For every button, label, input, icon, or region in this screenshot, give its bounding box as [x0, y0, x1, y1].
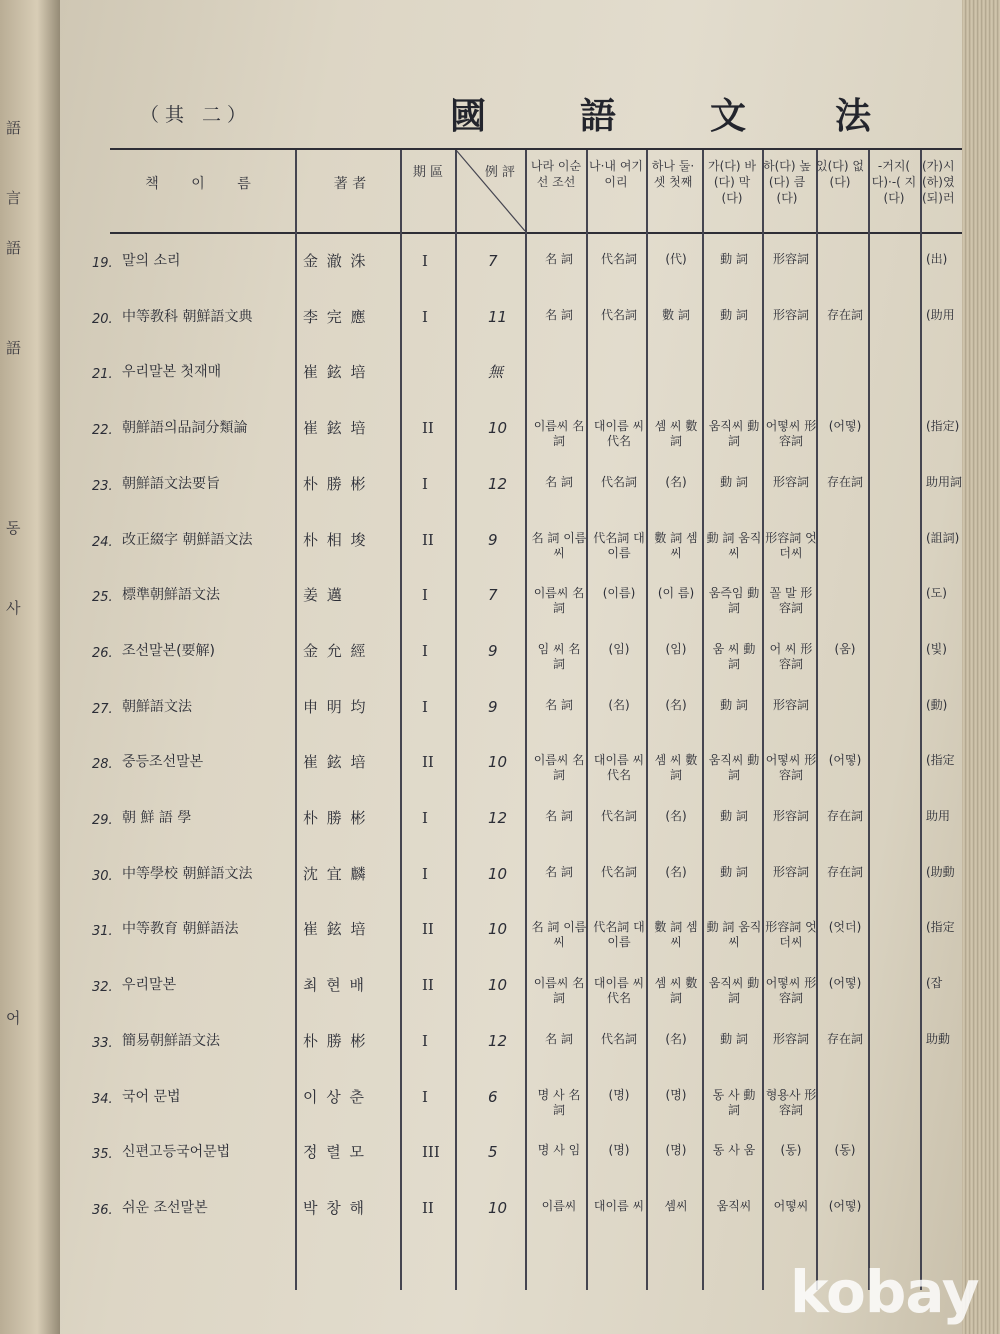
term-cell: 셈 씨 數 詞	[654, 419, 698, 449]
term-cell: (명)	[665, 1143, 687, 1158]
book-title: 中等教科 朝鮮語文典	[122, 308, 253, 325]
term-cell: 움직씨 動 詞	[708, 419, 760, 449]
table-row	[60, 920, 965, 960]
page-title-char: 法	[835, 95, 872, 137]
part-count: 10	[488, 1198, 508, 1217]
level-mark: II	[422, 920, 434, 939]
term-cell: 대이름 씨代名	[593, 753, 645, 783]
term-cell: (임)	[608, 641, 630, 656]
term-cell: 동 사 動 詞	[712, 1087, 756, 1117]
page-title-char: 語	[580, 95, 617, 137]
term-cell: 數 詞 셈 씨	[654, 530, 698, 560]
col-header-group: 가(다) 바(다) 막(다)	[708, 159, 756, 205]
term-cell: 助用詞	[926, 474, 963, 489]
term-cell: 動 詞	[720, 307, 748, 322]
book-title: 우리말본	[122, 977, 177, 994]
level-mark: I	[422, 1087, 428, 1106]
author-name: 沈 宜 麟	[303, 864, 368, 883]
term-cell: (動)	[926, 697, 948, 712]
term-cell: 움직씨	[716, 1198, 752, 1213]
term-cell: 名 詞	[545, 809, 573, 823]
col-header-group: 나라 이순선 조선	[530, 159, 582, 189]
term-cell: (도)	[926, 586, 947, 601]
table-row	[60, 363, 965, 403]
term-cell: 動 詞 움직씨	[706, 530, 762, 560]
term-cell: (代)	[665, 252, 687, 266]
term-cell: 形容詞	[772, 809, 809, 823]
header-bottom-rule	[110, 232, 965, 234]
part-count: 5	[488, 1143, 498, 1162]
table-row	[60, 1088, 965, 1128]
author-name: 이 상 춘	[303, 1087, 367, 1106]
term-cell: 形容詞	[772, 1031, 809, 1046]
part-count: 11	[488, 307, 508, 326]
term-cell: 動 詞	[720, 697, 748, 712]
term-cell: (빛)	[926, 641, 947, 656]
term-cell: 어떻씨	[773, 1198, 809, 1213]
table-row	[60, 809, 965, 849]
term-cell: 代名詞 대이름	[593, 530, 645, 560]
part-count: 9	[488, 530, 498, 549]
term-cell: 名 詞 이름씨	[531, 920, 587, 950]
author-name: 李 完 應	[303, 307, 368, 326]
row-number: 22.	[92, 423, 113, 439]
term-cell: 어떻씨 形容詞	[765, 419, 817, 449]
row-number: 31.	[92, 924, 113, 940]
part-count: 10	[488, 419, 508, 438]
term-cell: 動 詞 움직씨	[706, 920, 762, 950]
col-header-group: (가)시 (하)였 (되)러	[922, 159, 955, 205]
term-cell: 동 사 움	[712, 1143, 756, 1158]
part-count: 10	[488, 976, 508, 995]
book-title: 中等教育 朝鮮語法	[122, 921, 239, 938]
header-diagonal	[456, 150, 526, 232]
term-cell: 名 詞 이름씨	[531, 530, 587, 560]
author-name: 崔 鉉 培	[303, 419, 368, 438]
term-cell: 形容詞 엇더씨	[765, 530, 817, 560]
page-section-label: （其 二）	[140, 104, 253, 126]
col-header-level: 期 區	[412, 165, 444, 180]
row-number: 28.	[92, 757, 113, 773]
part-count: 無	[488, 363, 504, 382]
row-number: 26.	[92, 645, 113, 661]
author-name: 金 澈 洙	[303, 252, 368, 270]
col-header-author: 著 者	[333, 176, 367, 192]
author-name: 崔 鉉 培	[303, 363, 368, 382]
book-title: 標準朝鮮語文法	[122, 587, 220, 604]
term-cell: 助用	[926, 809, 951, 823]
col-header-group: 나·내 여기 이리	[589, 159, 643, 189]
term-cell: (名)	[665, 809, 687, 823]
term-cell: 存在詞	[826, 864, 863, 879]
col-header-group: 하(다) 높(다) 큼(다)	[763, 159, 811, 205]
term-cell: 動 詞	[720, 1031, 748, 1046]
left-page-edge	[0, 0, 62, 1334]
left-margin-text: 語	[6, 119, 22, 137]
term-cell: (出)	[926, 252, 948, 266]
term-cell: (名)	[608, 697, 630, 712]
term-cell: 대이름 씨代名	[593, 976, 645, 1006]
term-cell: 數 詞	[662, 307, 690, 322]
row-number: 29.	[92, 813, 113, 828]
col-header-group: -거지( 다)·-( 지(다)	[871, 159, 917, 205]
part-count: 9	[488, 641, 498, 660]
term-cell: 대이름 씨代名	[593, 419, 645, 449]
term-cell: 이름씨 名 詞	[533, 586, 585, 616]
term-cell: (명)	[608, 1087, 630, 1102]
level-mark: I	[422, 252, 428, 270]
level-mark: II	[422, 976, 434, 995]
term-cell: 명 사 임	[537, 1143, 581, 1158]
book-title: 朝鮮語의品詞分類論	[122, 420, 248, 437]
table-row	[60, 976, 965, 1016]
book-title: 말의 소리	[122, 253, 181, 269]
term-cell: 움직씨 動 詞	[708, 753, 760, 783]
term-cell: 存在詞	[826, 307, 863, 322]
term-cell: 名 詞	[545, 864, 573, 879]
term-cell: 임 씨 名 詞	[537, 641, 581, 671]
term-cell: 代名詞	[600, 864, 637, 879]
row-number: 30.	[92, 868, 113, 884]
term-cell: 어 씨 形容詞	[769, 641, 813, 671]
term-cell: (어떻)	[828, 976, 862, 991]
part-count: 7	[488, 586, 498, 605]
book-title: 신편고등국어문법	[122, 1144, 231, 1161]
left-margin-text: 語	[6, 339, 22, 357]
book-title: 中等學校 朝鮮語文法	[122, 865, 253, 882]
term-cell: 움직씨 動 詞	[708, 976, 760, 1006]
book-title: 우리말본 첫재매	[122, 364, 222, 381]
term-cell: 대이름 씨	[593, 1198, 645, 1213]
book-title: 국어 문법	[122, 1088, 181, 1105]
table-row	[60, 1143, 965, 1183]
part-count: 10	[488, 864, 508, 883]
book-title: 朝 鮮 語 學	[122, 810, 192, 826]
term-cell: (명)	[608, 1143, 630, 1158]
term-cell: (엇더)	[828, 920, 862, 935]
term-cell: 助動	[926, 1031, 951, 1046]
term-cell: 名 詞	[545, 474, 573, 489]
page-title-char: 國	[450, 95, 487, 137]
term-cell: 셈 씨 數 詞	[654, 976, 698, 1006]
left-margin-text: 言	[6, 189, 22, 207]
level-mark: II	[422, 419, 434, 438]
term-cell: 代名詞	[600, 474, 637, 489]
level-mark: I	[422, 474, 428, 493]
table-row	[60, 1032, 965, 1072]
term-cell: (잡	[926, 976, 943, 991]
term-cell: (指定)	[926, 419, 960, 434]
left-margin-text: 사	[6, 599, 21, 617]
term-cell: (어떻)	[828, 1198, 862, 1213]
author-name: 정 렬 모	[303, 1143, 367, 1162]
book-title: 朝鮮語文法	[122, 698, 192, 715]
author-name: 崔 鉉 培	[303, 920, 368, 939]
level-mark: I	[422, 864, 428, 883]
part-count: 10	[488, 753, 508, 772]
term-cell: 名 詞	[545, 252, 573, 266]
level-mark: I	[422, 1031, 428, 1050]
row-number: 35.	[92, 1147, 113, 1163]
term-cell: (助動	[926, 864, 955, 879]
term-cell: 어떻씨 形容詞	[765, 753, 817, 783]
term-cell: (名)	[665, 1031, 687, 1046]
term-cell: 움즉임 動 詞	[708, 586, 760, 616]
table-row	[60, 698, 965, 738]
table-row	[60, 252, 965, 292]
table-row	[60, 753, 965, 793]
table-row	[60, 531, 965, 571]
author-name: 崔 鉉 培	[303, 753, 368, 772]
row-number: 20.	[92, 311, 113, 327]
term-cell: 動 詞	[720, 252, 748, 266]
term-cell: (指定	[926, 920, 955, 935]
level-mark: I	[422, 697, 428, 716]
term-cell: 이름씨 名 詞	[533, 753, 585, 783]
book-title: 朝鮮語文法要旨	[122, 475, 220, 492]
col-header-group: 하나 둘·셋 첫째	[651, 159, 695, 189]
term-cell: (指定	[926, 753, 955, 768]
part-count: 7	[488, 252, 498, 270]
author-name: 申 明 均	[303, 697, 368, 716]
table-row	[60, 586, 965, 626]
author-name: 최 현 배	[303, 976, 367, 995]
term-cell: (助用	[926, 307, 955, 322]
level-mark: I	[422, 641, 428, 660]
col-header-group: 있(다) 없(다)	[816, 159, 864, 189]
term-cell: 動 詞	[720, 864, 748, 879]
left-margin-text: 어	[6, 1009, 21, 1027]
page-title-char: 文	[710, 95, 747, 137]
table-row	[60, 1199, 965, 1239]
book-title: 쉬운 조선말본	[122, 1199, 208, 1216]
book-title: 중등조선말본	[122, 754, 204, 771]
term-cell: 이름씨 名 詞	[533, 976, 585, 1006]
table-row	[60, 419, 965, 459]
row-number: 23.	[92, 478, 113, 494]
term-cell: (동)	[834, 1143, 856, 1158]
author-name: 金 允 經	[303, 641, 368, 660]
table-row	[60, 308, 965, 348]
term-cell: 이름씨 名 詞	[533, 419, 585, 449]
left-margin-text: 동	[6, 519, 21, 537]
author-name: 박 창 해	[303, 1198, 367, 1217]
row-number: 21.	[92, 367, 113, 383]
term-cell: (이 름)	[657, 586, 695, 601]
term-cell: 形容詞	[772, 252, 809, 266]
term-cell: 名 詞	[545, 1031, 573, 1046]
term-cell: 움 씨 動 詞	[712, 641, 756, 671]
term-cell: 代名詞 대이름	[593, 920, 645, 950]
term-cell: 꼴 말 形容詞	[769, 586, 813, 616]
author-name: 姜 邁	[303, 586, 344, 605]
level-mark: I	[422, 307, 428, 326]
term-cell: 어떻씨 形容詞	[765, 976, 817, 1006]
term-cell: (名)	[665, 697, 687, 712]
level-mark: II	[422, 1198, 434, 1217]
watermark-logo: kobay	[790, 1258, 979, 1326]
term-cell: (어떻)	[828, 419, 862, 434]
author-name: 朴 勝 彬	[303, 809, 368, 827]
term-cell: (명)	[665, 1087, 687, 1102]
level-mark: I	[422, 809, 428, 827]
row-number: 25.	[92, 590, 113, 606]
part-count: 12	[488, 809, 508, 827]
row-number: 33.	[92, 1035, 113, 1051]
term-cell: 이름씨	[541, 1198, 577, 1213]
row-number: 36.	[92, 1202, 113, 1218]
term-cell: 名 詞	[545, 697, 573, 712]
part-count: 6	[488, 1087, 498, 1106]
term-cell: (동)	[780, 1143, 802, 1158]
term-cell: 名 詞	[545, 307, 573, 322]
col-header-title: 책 이 름	[145, 176, 265, 192]
term-cell: 명 사 名 詞	[537, 1087, 581, 1117]
term-cell: 存在詞	[826, 474, 863, 489]
term-cell: 形容詞	[772, 697, 809, 712]
term-cell: 代名詞	[600, 1031, 637, 1046]
table-row	[60, 865, 965, 905]
term-cell: (名)	[665, 864, 687, 879]
term-cell: 存在詞	[826, 809, 863, 823]
level-mark: II	[422, 753, 434, 772]
author-name: 朴 勝 彬	[303, 474, 368, 493]
book-title: 改正綴字 朝鮮語文法	[122, 531, 253, 548]
term-cell: (임)	[665, 641, 687, 656]
term-cell: 形容詞	[772, 864, 809, 879]
document-page	[60, 0, 965, 1334]
table-top-rule	[110, 148, 965, 150]
part-count: 12	[488, 1031, 508, 1050]
term-cell: 셈씨	[664, 1198, 688, 1213]
term-cell: (詛詞)	[926, 530, 960, 545]
row-number: 34.	[92, 1091, 113, 1107]
row-number: 24.	[92, 534, 113, 550]
term-cell: 數 詞 셈 씨	[654, 920, 698, 950]
term-cell: (어떻)	[828, 753, 862, 768]
table-row	[60, 475, 965, 515]
term-cell: 形容詞 엇더씨	[765, 920, 817, 950]
table-row	[60, 642, 965, 682]
part-count: 9	[488, 697, 498, 716]
col-header-count: 例 評	[484, 165, 516, 180]
author-name: 朴 勝 彬	[303, 1031, 368, 1050]
term-cell: 動 詞	[720, 809, 748, 823]
row-number: 27.	[92, 701, 113, 717]
part-count: 12	[488, 474, 508, 493]
term-cell: 형용사 形容詞	[765, 1087, 817, 1117]
left-margin-text: 語	[6, 239, 22, 257]
term-cell: 代名詞	[600, 809, 637, 823]
term-cell: 形容詞	[772, 307, 809, 322]
term-cell: 形容詞	[772, 474, 809, 489]
term-cell: 代名詞	[600, 307, 637, 322]
book-title: 조선말본(要解)	[122, 642, 216, 659]
right-page-edge	[962, 0, 1000, 1334]
term-cell: 動 詞	[720, 474, 748, 489]
author-name: 朴 相 埈	[303, 530, 368, 549]
term-cell: (이름)	[602, 586, 636, 601]
row-number: 19.	[92, 256, 113, 271]
level-mark: III	[422, 1143, 440, 1162]
term-cell: 代名詞	[600, 252, 637, 266]
term-cell: 셈 씨 數 詞	[654, 753, 698, 783]
term-cell: (움)	[834, 641, 856, 656]
book-title: 簡易朝鮮語文法	[122, 1032, 220, 1049]
term-cell: (名)	[665, 474, 687, 489]
term-cell: 存在詞	[826, 1031, 863, 1046]
level-mark: II	[422, 530, 434, 549]
level-mark: I	[422, 586, 428, 605]
part-count: 10	[488, 920, 508, 939]
row-number: 32.	[92, 980, 113, 996]
